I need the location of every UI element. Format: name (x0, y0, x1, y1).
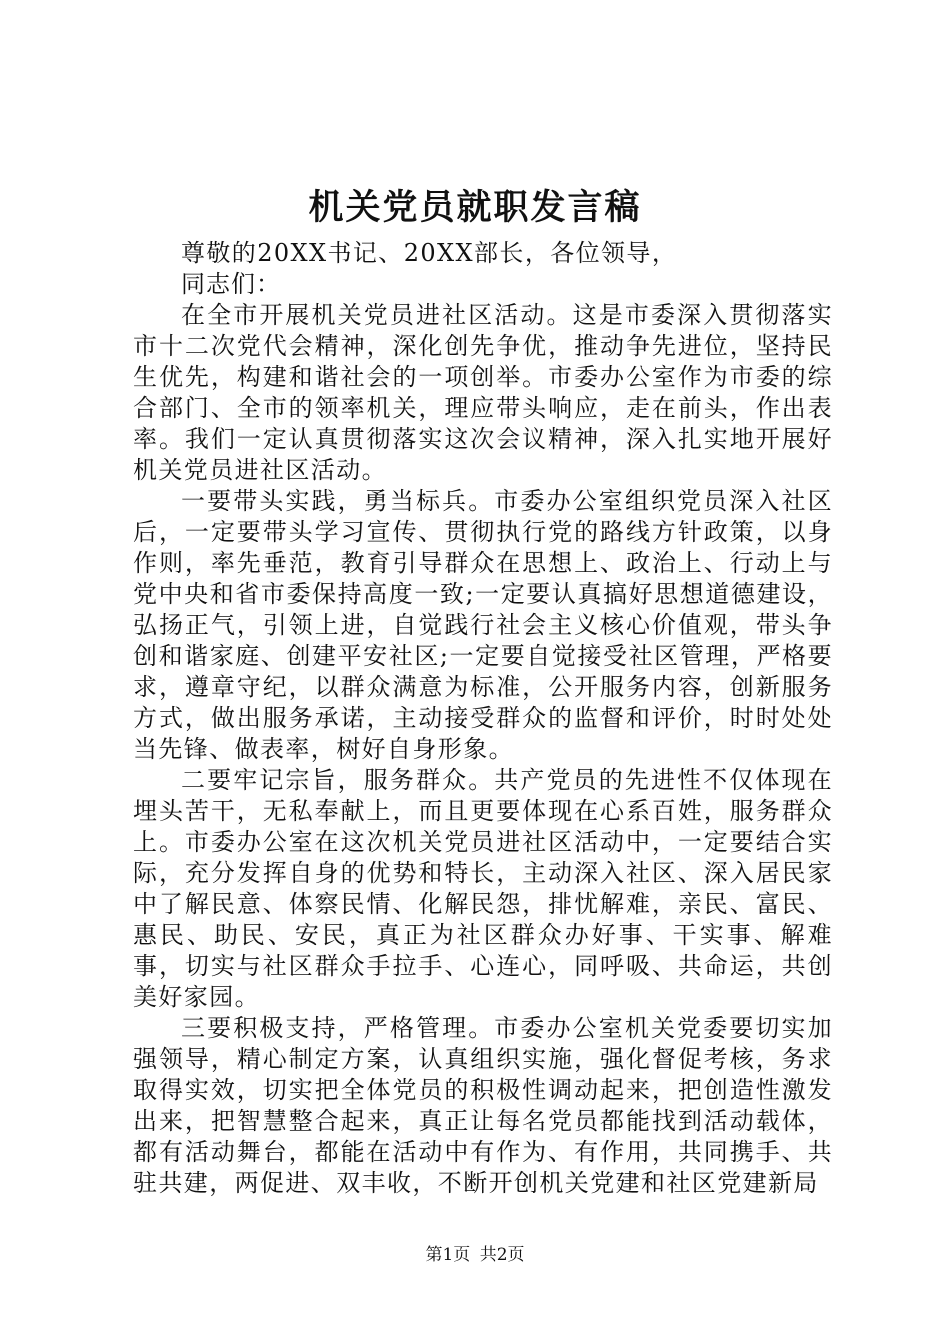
paragraph-point-2: 二要牢记宗旨，服务群众。共产党员的先进性不仅体现在埋头苦干，无私奉献上，而且更要体现在心系百姓，服务群众上。市委办公室在这次机关党员进社区活动中，一定要结合实际，充分发挥自身的优势和特长，主动深入社区、深入居民家中了解民意、体察民情、化解民怨，排忧解难，亲民、富民、惠民、助民、安民，真正为社区群众办好事、干实事、解难事，切实与社区群众手拉手、心连心，同呼吸、共命运，共创美好家园。 (133, 766, 833, 1011)
salutation-line-2: 同志们： (181, 270, 281, 298)
document-title: 机关党员就职发言稿 (308, 187, 642, 228)
salutation-line-1: 尊敬的20XX书记、20XX部长，各位领导， (181, 239, 678, 267)
paragraph-point-3: 三要积极支持，严格管理。市委办公室机关党委要切实加强领导，精心制定方案，认真组织实施，强化督促考核，务求取得实效，切实把全体党员的积极性调动起来，把创造性激发出来，把智慧整合起来，真正让每名党员都能找到活动载体，都有活动舞台，都能在活动中有作为、有作用，共同携手、共驻共建，两促进、双丰收，不断开创机关党建和社区党建新局 (133, 1014, 833, 1197)
document-body (133, 238, 833, 1199)
paragraph-point-1: 一要带头实践，勇当标兵。市委办公室组织党员深入社区后，一定要带头学习宣传、贯彻执行党的路线方针政策，以身作则，率先垂范，教育引导群众在思想上、政治上、行动上与党中央和省市委保持高度一致;一定要认真搞好思想道德建设，弘扬正气，引领上进，自觉践行社会主义核心价值观，带头争创和谐家庭、创建平安社区;一定要自觉接受社区管理，严格要求，遵章守纪，以群众满意为标准，公开服务内容，创新服务方式，做出服务承诺，主动接受群众的监督和评价，时时处处当先锋、做表率，树好自身形象。 (133, 487, 833, 763)
page-footer: 第1页 共2页 (425, 1245, 525, 1265)
paragraph-intro: 在全市开展机关党员进社区活动。这是市委深入贯彻落实市十二次党代会精神，深化创先争优，推动争先进位，坚持民生优先，构建和谐社会的一项创举。市委办公室作为市委的综合部门、全市的领率机关，理应带头响应，走在前头，作出表率。我们一定认真贯彻落实这次会议精神，深入扎实地开展好机关党员进社区活动。 (133, 301, 833, 484)
